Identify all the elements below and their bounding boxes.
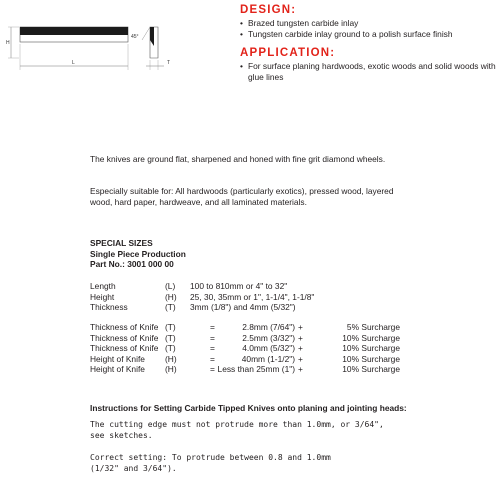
- surcharge-label: Thickness of Knife: [90, 332, 159, 343]
- surcharge-code: (T): [165, 322, 176, 332]
- plus-sign: +: [298, 364, 303, 374]
- surcharge-label: Height of Knife: [90, 364, 145, 374]
- equals-sign: =: [210, 343, 215, 353]
- l-label: L: [72, 60, 75, 66]
- design-list: [240, 18, 496, 40]
- dimension-code: (H): [165, 291, 177, 302]
- grinding-description: The knives are ground flat, sharpened and honed with fine grit diamond wheels.: [90, 154, 386, 164]
- dimension-value: 3mm (1/8") and 4mm (5/32"): [190, 302, 296, 312]
- surcharge-value: 4.0mm (5/32"): [242, 343, 295, 353]
- instructions-line: Correct setting: To protrude between 0.8 and 1.0mm: [90, 453, 331, 462]
- carbide-inlay: [20, 27, 128, 35]
- surcharge-row: [90, 333, 410, 344]
- surcharge-amount: 10% Surcharge: [342, 343, 400, 353]
- surcharge-amount: 10% Surcharge: [342, 332, 400, 343]
- surcharge-value: 40mm (1-1/2"): [241, 353, 295, 364]
- equals-sign: =: [210, 364, 215, 374]
- instructions-paragraph-1: [90, 420, 420, 441]
- equals-sign: =: [210, 332, 215, 343]
- surcharge-value: 2.5mm (3/32"): [242, 332, 295, 343]
- dimension-code: (L): [165, 281, 176, 291]
- suitability-description: Especially suitable for: All hardwoods (particularly exotics), pressed wood, layered wood, hard paper, hardweave, and all laminated materials.: [90, 186, 394, 207]
- surcharge-amount: 5% Surcharge: [346, 322, 400, 332]
- surcharge-value: 2.8mm (7/64"): [242, 322, 295, 332]
- dimension-name: Thickness: [90, 302, 128, 312]
- h-label: H: [6, 40, 10, 46]
- t-label: T: [167, 60, 171, 66]
- dimension-value: 100 to 810mm or 4" to 32": [190, 281, 288, 291]
- surcharge-amount: 10% Surcharge: [342, 353, 400, 364]
- instructions-line: see sketches.: [90, 430, 153, 440]
- bevel-angle-line: [142, 27, 150, 40]
- special-sizes-subtitle: Single Piece Production: [90, 248, 186, 259]
- design-item: • Tungsten carbide inlay ground to a polish surface finish: [240, 29, 496, 40]
- application-item: • For surface planing hardwoods, exotic woods and solid woods with glue lines: [240, 61, 496, 83]
- surcharge-code: (H): [165, 353, 177, 364]
- surcharge-amount: 10% Surcharge: [342, 364, 400, 374]
- application-list: [240, 61, 496, 83]
- surcharge-row: [90, 322, 410, 333]
- plus-sign: +: [298, 332, 303, 343]
- plus-sign: +: [298, 322, 303, 332]
- instructions-line: (1/32" and 3/64").: [90, 463, 177, 473]
- application-heading: APPLICATION:: [240, 47, 336, 59]
- part-number: Part No.: 3001 000 00: [90, 259, 174, 269]
- surcharge-label: Thickness of Knife: [90, 322, 159, 332]
- equals-sign: =: [210, 322, 215, 332]
- surcharge-row: [90, 354, 410, 365]
- special-sizes-title: SPECIAL SIZES: [90, 238, 153, 248]
- dimension-name: Length: [90, 281, 116, 291]
- surcharge-table: [90, 322, 410, 375]
- dimension-code: (T): [165, 302, 176, 312]
- surcharge-label: Thickness of Knife: [90, 343, 159, 353]
- instructions-paragraph-2: [90, 453, 420, 474]
- equals-sign: =: [210, 353, 215, 364]
- special-sizes-block: [90, 238, 186, 270]
- surcharge-code: (T): [165, 332, 176, 343]
- instructions-line: The cutting edge must not protrude more than 1.0mm, or 3/64",: [90, 420, 384, 429]
- surcharge-code: (H): [165, 364, 177, 374]
- surcharge-value: Less than 25mm (1"): [217, 364, 295, 374]
- angle-label: 45°: [131, 34, 139, 40]
- design-item: • Brazed tungsten carbide inlay: [240, 18, 496, 29]
- surcharge-row: [90, 364, 410, 375]
- plus-sign: +: [298, 353, 303, 364]
- knife-diagram: [0, 0, 200, 80]
- plus-sign: +: [298, 343, 303, 353]
- surcharge-row: [90, 343, 410, 354]
- surcharge-code: (T): [165, 343, 176, 353]
- design-heading: DESIGN:: [240, 4, 297, 16]
- dimension-value: 25, 30, 35mm or 1", 1-1/4", 1-1/8": [190, 291, 315, 302]
- dimension-name: Height: [90, 291, 115, 302]
- feature-column: [240, 3, 496, 83]
- instructions-title: Instructions for Setting Carbide Tipped Knives onto planing and jointing heads:: [90, 403, 407, 413]
- surcharge-label: Height of Knife: [90, 353, 145, 364]
